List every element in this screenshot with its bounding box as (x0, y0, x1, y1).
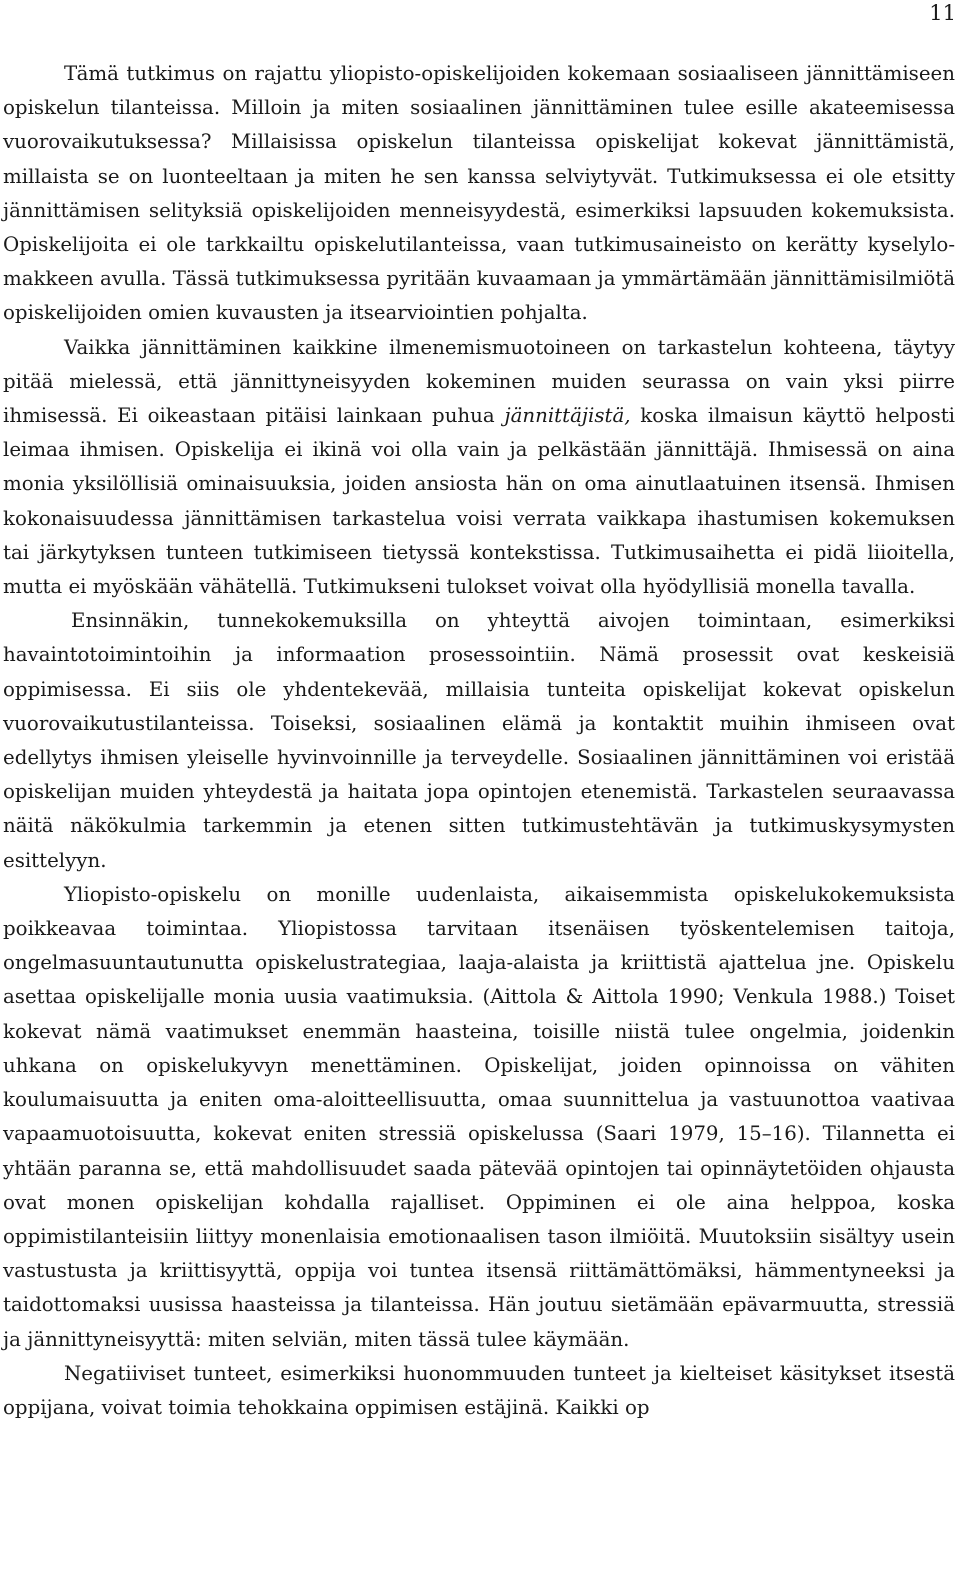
paragraph-2-text: Vaikka jännittäminen kaikkine ilmenemismuotoineen on tarkastelun kohteena, täytyy pitää mielessä, että jännittyneisyyden kokeminen muiden seurassa on vain yksi piirre ihmisessä. Ei oikeastaan pitäisi lainkaan puhua (3, 335, 955, 428)
paragraph-1-text: Tämä tutkimus on rajattu yliopisto-opiskelijoiden kokemaan sosiaaliseen jännittämiseen opiskelun tilanteissa. Milloin ja miten sosiaalinen jännittäminen tulee esille akateemisessa vuorovaikutuksessa? Millaisissa opiskelun tilanteissa opiskelijat kokevat jännittämistä, millaista se on luonteeltaan ja miten he sen kanssa selviytyvät. Tutkimuksessa ei ole etsitty jännittämisen selityksiä opiskelijoiden menneisyydestä, esimerkiksi lapsuuden kokemuksista. Opiskelijoita ei ole tarkkailtu opiskelutilanteissa, vaan tutkimusaineisto on kerätty kyselylomakkeen avulla. Tässä tutkimuksessa pyritään kuvaamaan ja ymmärtämään jännittämisilmiötä opiskelijoiden omien kuvausten ja itsearviointien pohjalta. (3, 62, 955, 325)
paragraph-4-text: Yliopisto-opiskelu on monille uudenlaista, aikaisemmista opiskelukokemuksista poikkeavaa toimintaa. Yliopistossa tarvitaan itsenäisen työskentelemisen taitoja, ongelmasuuntautunutta opiskelustrategiaa, laaja-alaista ja kriittistä ajattelua jne. Opiskelu asettaa opiskelijalle monia uusia vaatimuksia. (Aittola & Aittola 1990; Venkula 1988.) Toiset kokevat nämä vaatimukset enemmän haasteina, toisille niistä tulee ongelmia, joidenkin uhkana on opiskelukyvyn menettäminen. Opiskelijat, joiden opinnoissa on vähiten koulumaisuutta ja eniten oma-aloitteellisuutta, omaa suunnittelua ja vastuunottoa vaativaa vapaamuotoisuutta, kokevat eniten stressiä opiskelussa (Saari 1979, 15–16). Tilannetta ei yhtään paranna se, että mahdollisuudet saada pätevää opintojen tai opinnäytetöiden ohjausta ovat monen opiskelijan kohdalla rajalliset. Oppiminen ei ole aina helppoa, koska oppimistilanteisiin liittyy monenlaisia emotionaalisen tason ilmiöitä. Muutoksiin sisältyy usein vastustusta ja kriittisyyttä, oppija voi tuntea itsensä riittämättömäksi, hämmentyneeksi ja taidottomaksi uusissa haasteissa ja tilanteissa. Hän joutuu sietämään epävarmuutta, stressiä ja jännittyneisyyttä: miten selviän, miten tässä tulee käymään. (3, 882, 955, 1351)
body-text (3, 57, 955, 1425)
paragraph-2-emphasis: jännittäjistä, (504, 404, 631, 428)
paragraph-2-text-continued: koska ilmaisun käyttö helposti leimaa ihmisen. Opiskelija ei ikinä voi olla vain ja pelkästään jännittäjä. Ihmisessä on aina monia yksilöllisiä ominaisuuksia, joiden ansiosta hän on oma ainutlaatuinen itsensä. Ihmisen kokonaisuudessa jännittämisen tarkastelua voisi verrata vaikkapa ihastumisen kokemuksen tai järkytyksen tunteen tutkimiseen tietyssä kontekstissa. Tutkimusaihetta ei pidä liioitella, mutta ei myöskään vähätellä. Tutkimukseni tulokset voivat olla hyödyllisiä monella tavalla. (3, 404, 956, 599)
paragraph-4 (3, 878, 955, 1357)
paragraph-1 (3, 57, 955, 331)
paragraph-5 (3, 1357, 955, 1425)
paragraph-2 (3, 331, 955, 605)
paragraph-3-text: Ensinnäkin, tunnekokemuksilla on yhteyttä aivojen toimintaan, esimerkiksi havaintotoimintoihin ja informaation prosessointiin. Nämä prosessit ovat keskeisiä oppimisessa. Ei siis ole yhdentekevää, millaisia tunteita opiskelijat kokevat opiskelun vuorovaikutustilanteissa. Toiseksi, sosiaalinen elämä ja kontaktit muihin ihmiseen ovat edellytys ihmisen yleiselle hyvinvoinnille ja terveydelle. Sosiaalinen jännittäminen voi eristää opiskelijan muiden yhteydestä ja haitata jopa opintojen etenemistä. Tarkastelen seuraavassa näitä näkökulmia tarkemmin ja etenen sitten tutkimustehtävän ja tutkimuskysymysten esittelyyn. (3, 609, 955, 872)
page-number: 11 (929, 1, 956, 25)
paragraph-3 (3, 604, 955, 878)
paragraph-5-text: Negatiiviset tunteet, esimerkiksi huonommuuden tunteet ja kielteiset käsitykset itsestä oppijana, voivat toimia tehokkaina oppimisen estäjinä. Kaikki op (3, 1361, 955, 1419)
